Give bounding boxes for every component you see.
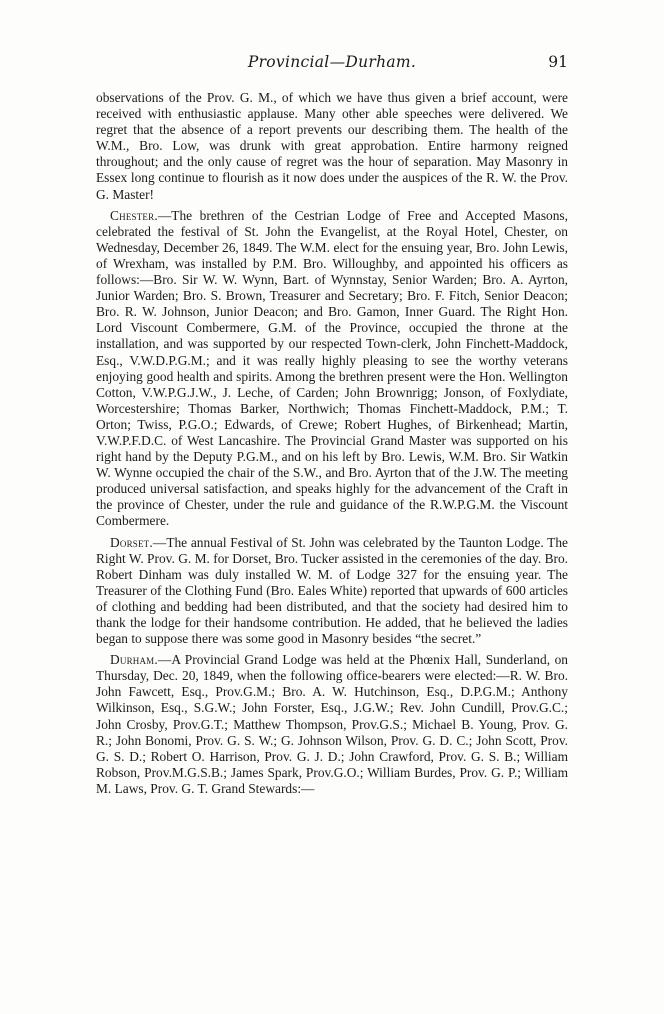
- running-title: Provincial—Durham.: [247, 53, 417, 71]
- page-number: 91: [548, 53, 568, 71]
- paragraph-text: —The annual Festival of St. John was celebrated by the Taunton Lodge. The Right W. Prov. G. M. for Dorset, Bro. Tucker assisted in the ceremonies of the day. Bro. Robert Dinham was duly installed W. M. of Lodge 327 for the ensuing year. The Treasurer of the Clothing Fund (Bro. Eales White) reported that upwards of 600 articles of clothing and bedding had been distributed, and that the society had desired him to thank the lodge for their handsome contribution. He added, that he believed the ladies began to suppose there was some good in Masonry besides “the secret.”: [96, 534, 568, 647]
- paragraph-text: —A Provincial Grand Lodge was held at the Phœnix Hall, Sunderland, on Thursday, Dec. 20, 1849, when the following office-bearers were elected:—R. W. Bro. John Fawcett, Esq., Prov.G.M.; Bro. A. W. Hutchinson, Esq., D.P.G.M.; Anthony Wilkinson, Esq., S.G.W.; John Forster, Esq., J.G.W.; Rev. John Cundill, Prov.G.C.; John Crosby, Prov.G.T.; Matthew Thompson, Prov.G.S.; Michael B. Young, Prov. G. R.; John Bonomi, Prov. G. S. W.; G. Johnson Wilson, Prov. G. D. C.; John Scott, Prov. G. S. D.; Robert O. Harrison, Prov. G. J. D.; John Crawford, Prov. G. S. B.; William Robson, Prov.M.G.S.B.; James Spark, Prov.G.O.; William Burdes, Prov. G. P.; William M. Laws, Prov. G. T. Grand Stewards:—: [96, 652, 568, 796]
- paragraph-chester: [96, 208, 568, 530]
- section-lead-chester: Chester.: [110, 207, 158, 223]
- paragraph-dorset: [96, 535, 568, 648]
- paragraph-essex-continuation: [96, 90, 568, 203]
- paragraph-text: observations of the Prov. G. M., of which we have thus given a brief account, were received with enthusiastic applause. Many other able speeches were delivered. We regret that the absence of a report prevents our describing them. The health of the W.M., Bro. Low, was drunk with great approbation. Entire harmony reigned throughout; and the only cause of regret was the hour of separation. May Masonry in Essex long continue to flourish as it now does under the auspices of the R. W. the Prov. G. Master!: [96, 90, 568, 202]
- page-header: [96, 53, 568, 77]
- section-lead-durham: Durham.: [110, 652, 158, 668]
- body-text: [96, 90, 568, 797]
- section-lead-dorset: Dorset.: [110, 534, 153, 550]
- paragraph-durham: [96, 652, 568, 797]
- paragraph-text: —The brethren of the Cestrian Lodge of Free and Accepted Masons, celebrated the festival of St. John the Evangelist, at the Royal Hotel, Chester, on Wednesday, December 26, 1849. The W.M. elect for the ensuing year, Bro. John Lewis, of Wrexham, was installed by P.M. Bro. Willoughby, and appointed his officers as follows:—Bro. Sir W. W. Wynn, Bart. of Wynnstay, Senior Warden; Bro. A. Ayrton, Junior Warden; Bro. S. Brown, Treasurer and Secretary; Bro. F. Fitch, Senior Deacon; Bro. R. W. Johnson, Junior Deacon; and Bro. Gamon, Inner Guard. The Right Hon. Lord Viscount Combermere, G.M. of the Province, occupied the throne at the installation, and was supported by our respected Town-clerk, John Finchett-Maddock, Esq., V.W.D.P.G.M.; and it was really highly pleasing to see the worthy veterans enjoying good health and spirits. Among the brethren present were the Hon. Wellington Cotton, V.W.P.G.J.W., J. Leche, of Carden; John Brownrigg; Jonson, of Foxlydiate, Worcestershire; Thomas Barker, Northwich; Thomas Finchett-Maddock, P.M.; T. Orton; Twiss, P.G.O.; Edwards, of Crewe; Robert Hughes, of Birkenhead; Martin, V.W.P.F.D.C. of West Lancashire. The Provincial Grand Master was supported on his right hand by the Deputy P.G.M., and on his left by Bro. Lewis, W.M. Bro. Sir Watkin W. Wynne occupied the chair of the S.W., and Bro. Ayrton that of the J.W. The meeting produced universal satisfaction, and speaks highly for the advancement of the Craft in the province of Chester, under the rule and guidance of the R.W.P.G.M. the Viscount Combermere.: [96, 207, 568, 529]
